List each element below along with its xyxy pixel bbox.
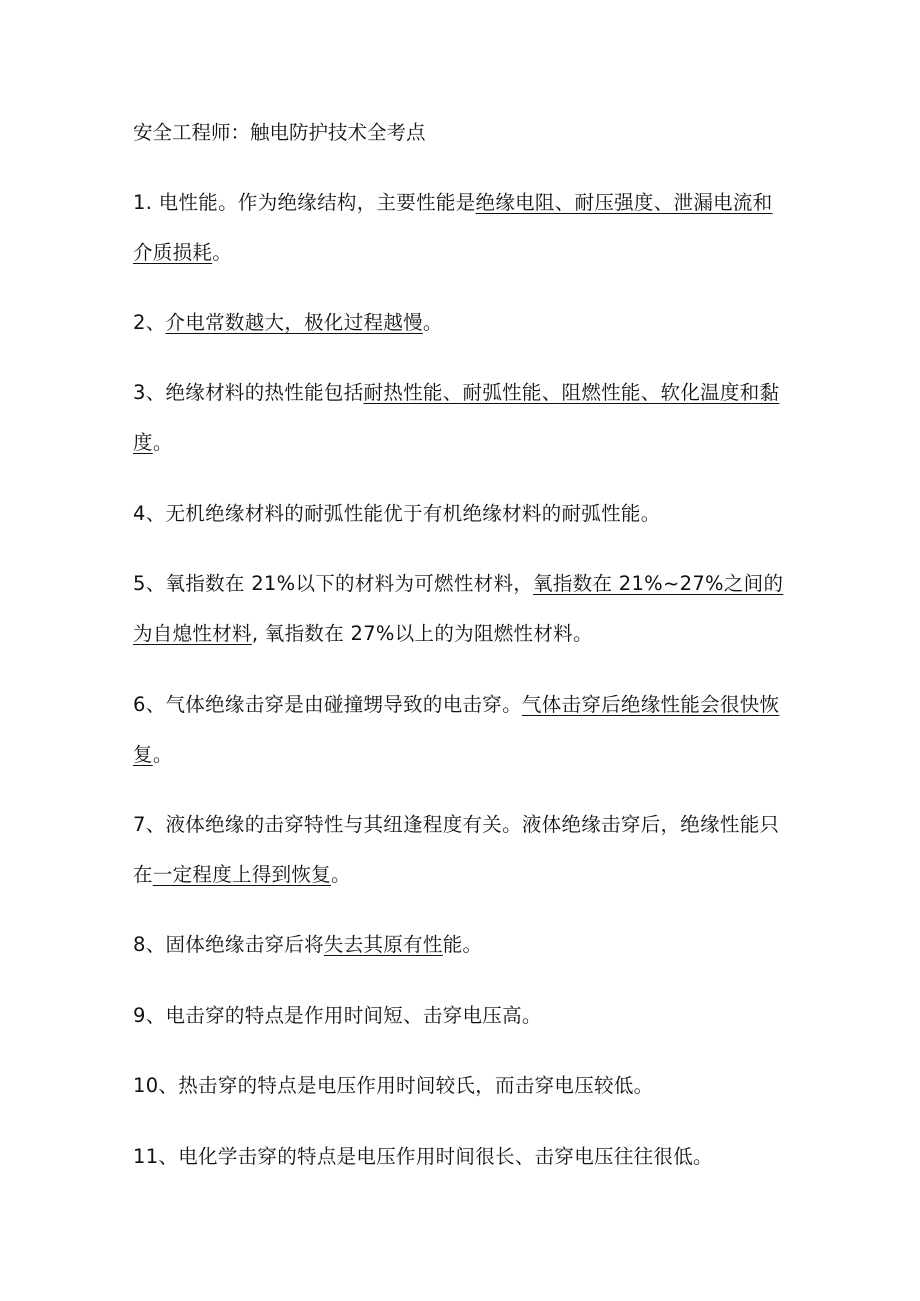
item-line	[133, 800, 793, 850]
item-text: 8、固体绝缘击穿后将	[133, 933, 324, 956]
underlined-text: 耐热性能、耐弧性能、阻燃性能、软化温度和黏	[363, 381, 780, 404]
item-line	[133, 418, 793, 468]
item-text: 能。	[442, 933, 483, 956]
item-text: 4、无机绝缘材料的耐弧性能优于有机绝缘材料的耐弧性能。	[133, 502, 661, 525]
item-text: 。	[331, 863, 351, 886]
underlined-text: 绝缘电阻、耐压强度、泄漏电流和	[475, 191, 773, 214]
underlined-text: 度	[133, 431, 153, 454]
item-line	[133, 730, 793, 780]
item-line	[133, 228, 793, 278]
item-line	[133, 850, 793, 900]
item-text: 6、气体绝缘击穿是由碰撞甥导致的电击穿。	[133, 693, 522, 716]
list-item	[133, 298, 793, 348]
list-item	[133, 1061, 793, 1111]
list-item	[133, 559, 793, 659]
item-line	[133, 368, 793, 418]
item-line	[133, 680, 793, 730]
underlined-text: 介电常数越大，极化过程越慢	[165, 311, 423, 334]
item-text: 。	[152, 431, 173, 454]
item-line	[133, 609, 793, 659]
underlined-text: 为自熄性材料	[133, 622, 252, 645]
item-text: 11、电化学击穿的特点是电压作用时间很长、击穿电压往往很低。	[133, 1145, 713, 1168]
item-text: 9、电击穿的特点是作用时间短、击穿电压高。	[133, 1004, 542, 1027]
item-text: 3、绝缘材料的热性能包括	[133, 381, 364, 404]
item-line	[133, 489, 793, 539]
underlined-text: 气体击穿后绝缘性能会很快恢	[521, 693, 780, 716]
item-text: 在	[133, 863, 153, 886]
item-text: 5、氧指数在 21%以下的材料为可燃性材料，	[133, 572, 534, 595]
list-item	[133, 178, 793, 278]
item-text: 。	[212, 241, 233, 264]
item-line	[133, 298, 793, 348]
underlined-text: 氧指数在 21%~27%之间的	[533, 572, 784, 595]
item-line	[133, 178, 793, 228]
list-item	[133, 920, 793, 970]
item-text: 。	[422, 311, 443, 334]
list-item	[133, 680, 793, 780]
item-text: 7、液体绝缘的击穿特性与其纽逢程度有关。液体绝缘击穿后，绝缘性能只	[133, 813, 780, 836]
underlined-text: 复	[133, 743, 153, 766]
underlined-text: 介质损耗	[133, 241, 213, 264]
item-line	[133, 1132, 793, 1182]
item-text: 。	[152, 743, 173, 766]
underlined-text: 一定程度上得到恢复	[152, 863, 332, 886]
list-item	[133, 991, 793, 1041]
underlined-text: 失去其原有性	[323, 933, 443, 956]
list-item	[133, 368, 793, 468]
item-line	[133, 991, 793, 1041]
item-text: , 氧指数在 27%以上的为阻燃性材料。	[251, 622, 593, 645]
item-line	[133, 559, 793, 609]
document-title: 安全工程师：触电防护技术全考点	[133, 121, 426, 144]
item-line	[133, 1061, 793, 1111]
item-text: 1. 电性能。作为绝缘结构，主要性能是	[133, 191, 476, 214]
item-line	[133, 920, 793, 970]
item-text: 2、	[133, 311, 166, 334]
list-item	[133, 800, 793, 900]
list-item	[133, 489, 793, 539]
list-item	[133, 1132, 793, 1182]
item-text: 10、热击穿的特点是电压作用时间较氏，而击穿电压较低。	[133, 1074, 654, 1097]
